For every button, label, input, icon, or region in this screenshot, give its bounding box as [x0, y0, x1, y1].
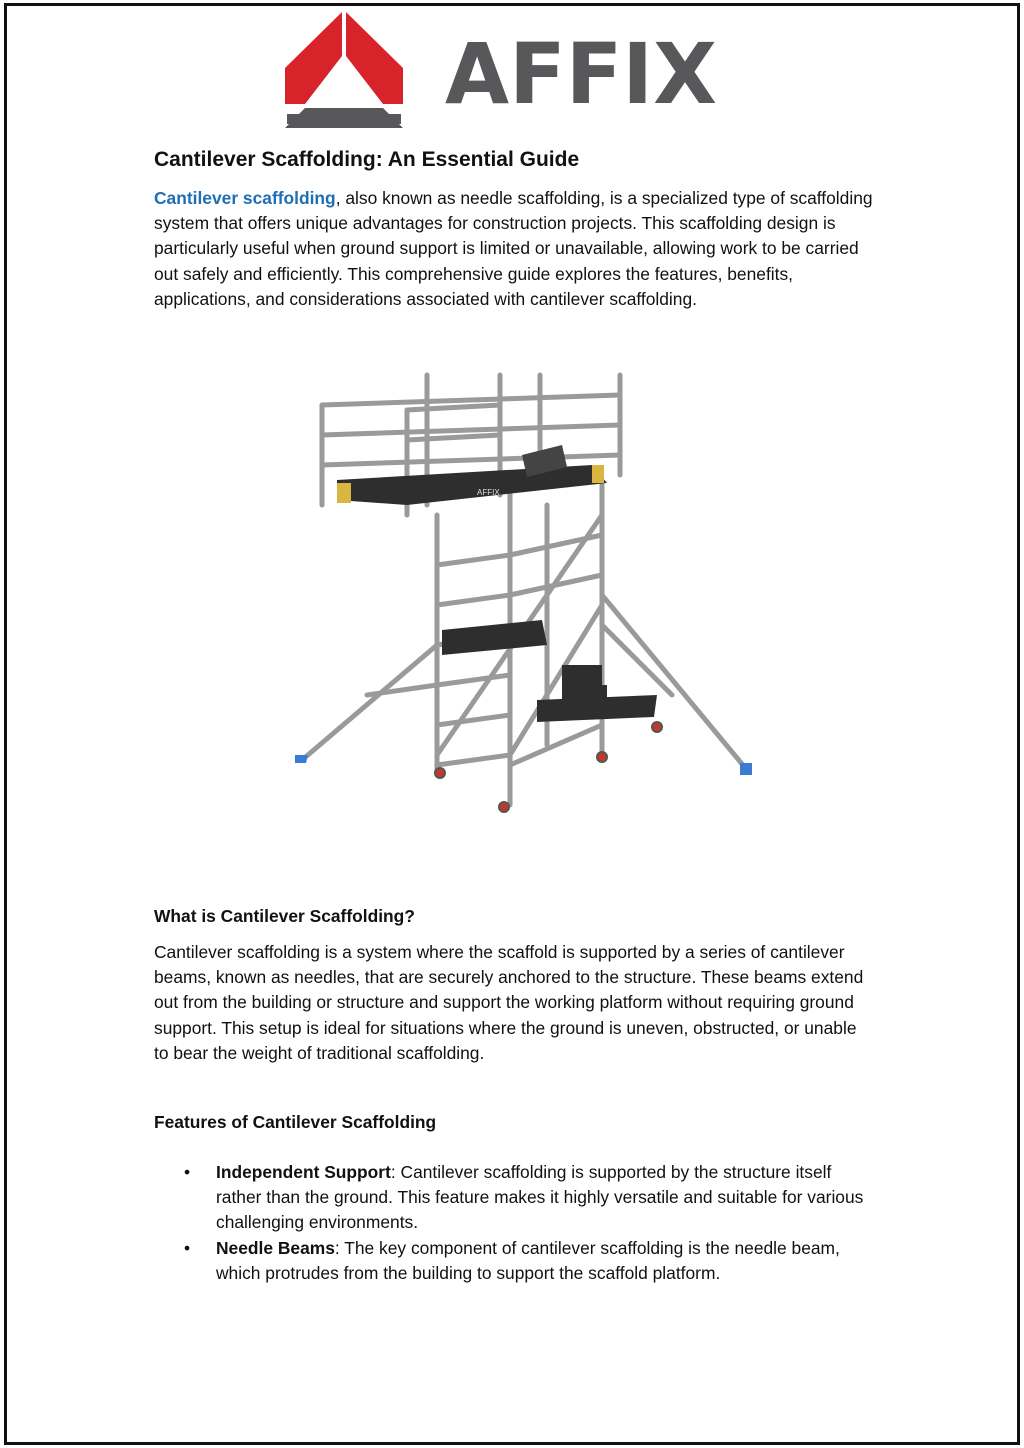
section-heading-features: Features of Cantilever Scaffolding: [154, 1112, 437, 1132]
feature-term: Needle Beams: [216, 1237, 335, 1258]
intro-text: , also known as needle scaffolding, is a specialized type of scaffolding system that offers unique advantages for construction projects. This scaffolding design is particularly useful when ground support is limited or unavailable, allowing work to be carried out safely and efficiently. This comprehensive guide explores the features, benefits, applications, and considerations associated with cantilever scaffolding.: [154, 188, 873, 309]
section-heading-what-is: What is Cantilever Scaffolding?: [154, 906, 415, 926]
features-list: [154, 1160, 874, 1286]
list-item: [154, 1236, 874, 1286]
bullet-icon: •: [184, 1237, 191, 1258]
feature-text: : The key component of cantilever scaffolding is the needle beam, which protrudes from the building to support the scaffold platform.: [216, 1237, 840, 1283]
feature-text: : Cantilever scaffolding is supported by the structure itself rather than the ground. This feature makes it highly versatile and suitable for various challenging environments.: [216, 1162, 864, 1233]
affix-logo: [285, 12, 725, 128]
list-item: [154, 1160, 874, 1236]
page-title: Cantilever Scaffolding: An Essential Guide: [154, 148, 580, 171]
logo-wordmark: AFFIX: [445, 25, 717, 123]
section-body-what-is: Cantilever scaffolding is a system where the scaffold is supported by a series of cantilever beams, known as needles, that are securely anchored to the structure. These beams extend out from the building or structure and support the working platform without requiring ground support. This setup is ideal for situations where the ground is uneven, obstructed, or unable to bear the weight of traditional scaffolding.: [154, 942, 864, 1063]
intro-paragraph: [154, 186, 874, 312]
cantilever-scaffolding-link[interactable]: Cantilever scaffolding: [154, 188, 336, 208]
feature-term: Independent Support: [216, 1162, 391, 1182]
bullet-icon: •: [184, 1162, 191, 1182]
deck-brand-label: AFFIX: [477, 488, 500, 497]
scaffold-tower-image: [292, 365, 762, 860]
